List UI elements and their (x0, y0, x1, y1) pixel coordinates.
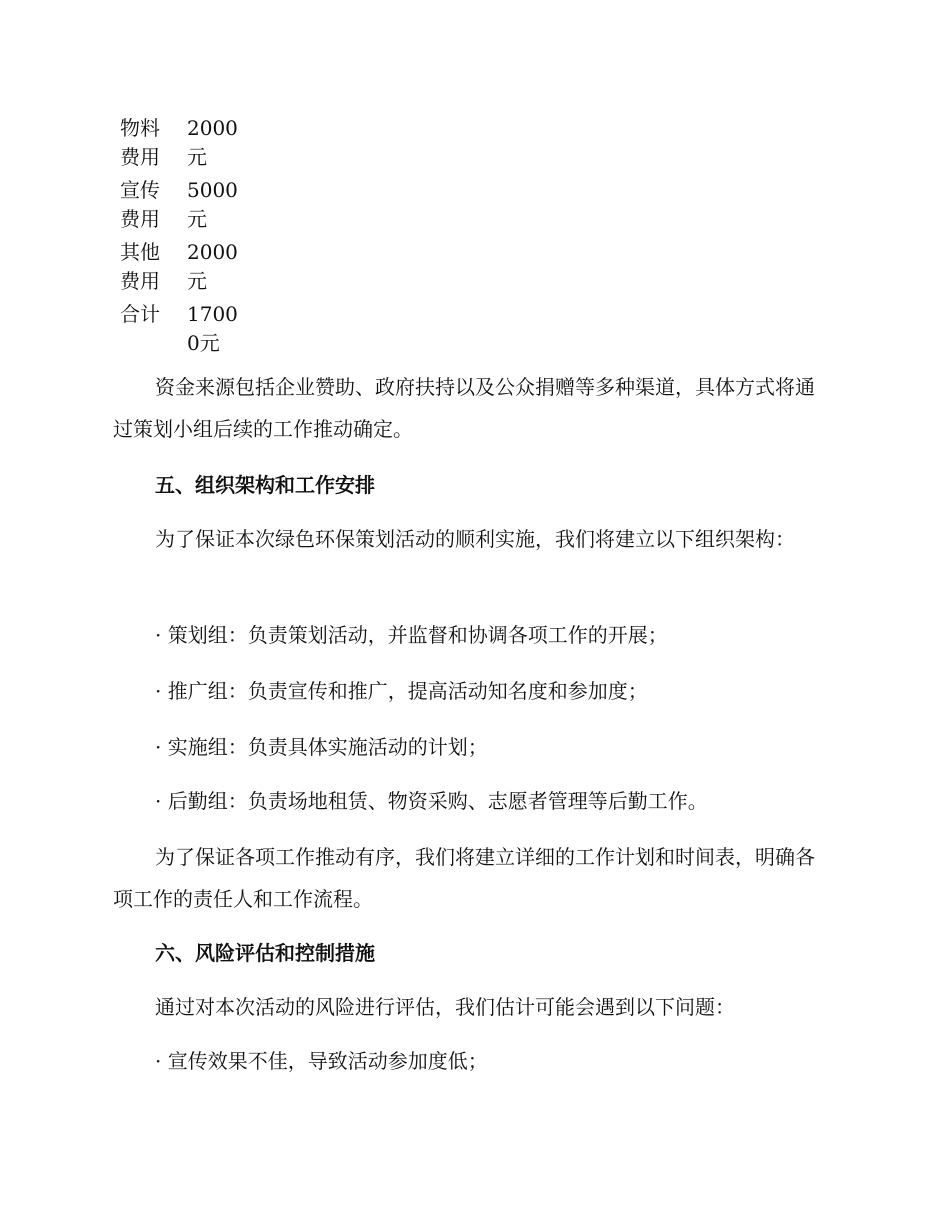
section-5-heading: 五、组织架构和工作安排 (155, 473, 375, 497)
budget-item: 其他费用 (120, 240, 160, 293)
budget-amount: 2000元 (187, 240, 238, 293)
budget-item: 宣传费用 (120, 178, 160, 231)
section-5-closing: 为了保证各项工作推动有序，我们将建立详细的工作计划和时间表，明确各项工作的责任人和工作流程。 (113, 845, 815, 911)
list-item: · 实施组：负责具体实施活动的计划； (155, 735, 488, 759)
list-item: · 宣传效果不佳，导致活动参加度低； (155, 1049, 488, 1073)
list-item: · 策划组：负责策划活动，并监督和协调各项工作的开展； (155, 623, 668, 647)
budget-amount: 2000元 (187, 116, 238, 169)
section-6-heading: 六、风险评估和控制措施 (155, 941, 375, 965)
table-row (114, 236, 247, 298)
budget-amount: 17000元 (187, 302, 238, 355)
budget-table (114, 112, 247, 360)
table-row (114, 298, 247, 360)
table-row (114, 174, 247, 236)
table-row (114, 112, 247, 174)
section-6-intro: 通过对本次活动的风险进行评估，我们估计可能会遇到以下问题： (155, 995, 735, 1019)
budget-item: 合计 (120, 302, 160, 326)
list-item: · 推广组：负责宣传和推广，提高活动知名度和参加度； (155, 679, 648, 703)
budget-amount: 5000元 (187, 178, 238, 231)
funding-paragraph: 资金来源包括企业赞助、政府扶持以及公众捐赠等多种渠道，具体方式将通过策划小组后续的工作推动确定。 (113, 375, 815, 441)
budget-item: 物料费用 (120, 116, 160, 169)
list-item: · 后勤组：负责场地租赁、物资采购、志愿者管理等后勤工作。 (155, 789, 708, 813)
section-5-intro: 为了保证本次绿色环保策划活动的顺利实施，我们将建立以下组织架构： (155, 527, 795, 551)
